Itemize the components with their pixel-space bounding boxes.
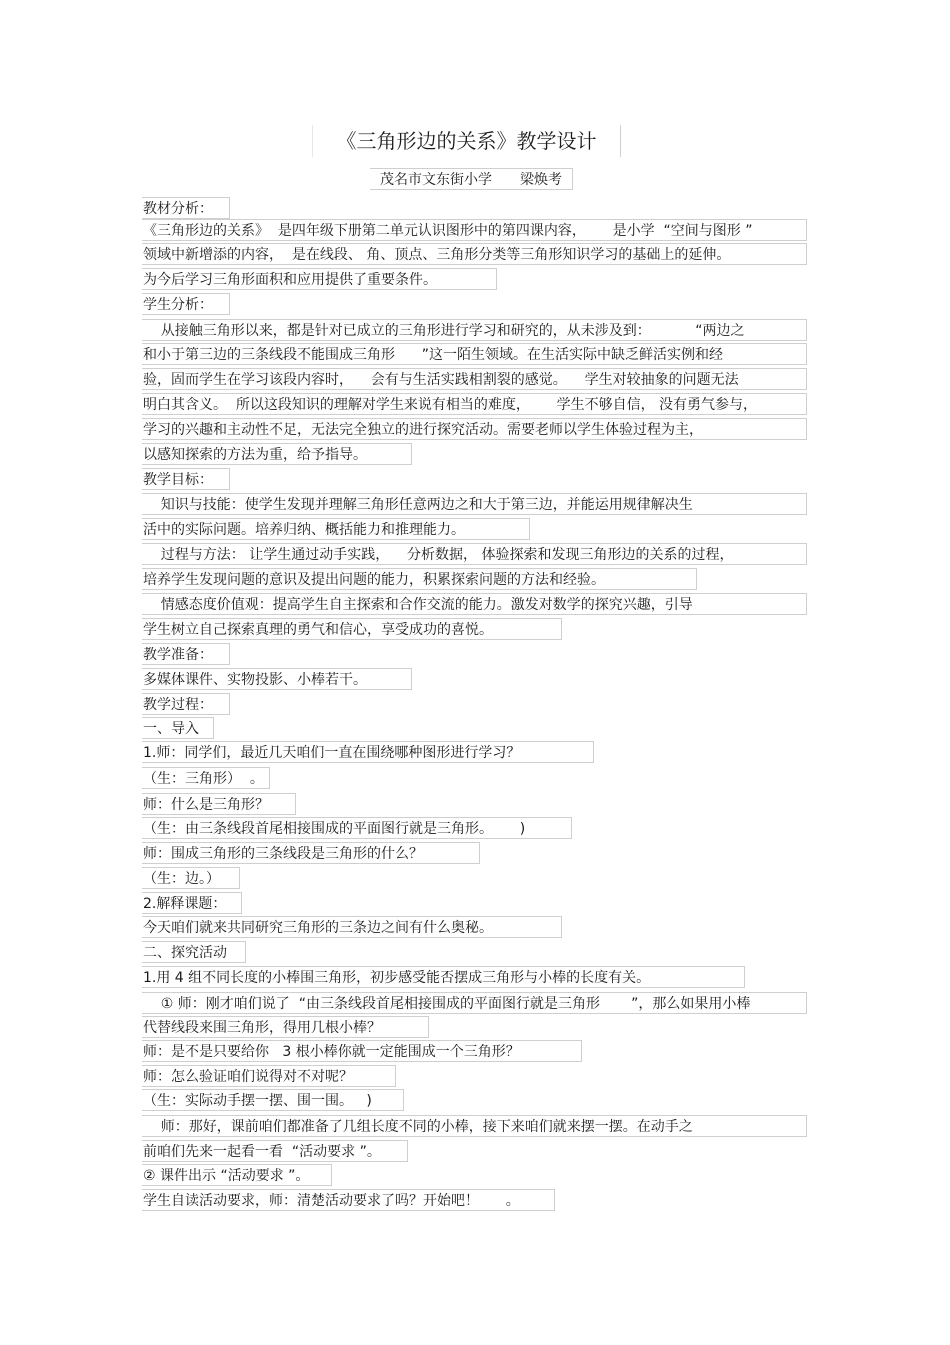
text-line: 教学目标： (142, 468, 230, 490)
text-line: 多媒体课件、实物投影、小棒若干。 (142, 668, 412, 690)
text-line: 知识与技能：使学生发现并理解三角形任意两边之和大于第三边，并能运用规律解决生 (142, 493, 807, 515)
text-line: 师：那好，课前咱们都准备了几组长度不同的小棒，接下来咱们就来摆一摆。在动手之 (142, 1115, 807, 1137)
text-line: 今天咱们就来共同研究三角形的三条边之间有什么奥秘。 (142, 916, 562, 938)
text-line: 领域中新增添的内容， 是在线段、 角、顶点、三角形分类等三角形知识学习的基础上的延伸。 (142, 243, 807, 265)
text-line: 师：围成三角形的三条线段是三角形的什么？ (142, 842, 480, 864)
text-line: 为今后学习三角形面积和应用提供了重要条件。 (142, 268, 497, 290)
text-line: 情感态度价值观：提高学生自主探索和合作交流的能力。激发对数学的探究兴趣，引导 (142, 593, 807, 615)
text-line: 教学过程： (142, 693, 230, 715)
text-line: 学生分析： (142, 293, 230, 315)
text-line: 培养学生发现问题的意识及提出问题的能力，积累探索问题的方法和经验。 (142, 568, 697, 590)
text-line: 一、导入 (142, 717, 214, 739)
text-line: 学生树立自己探索真理的勇气和信心，享受成功的喜悦。 (142, 618, 562, 640)
text-line: 以感知探索的方法为重，给予指导。 (142, 443, 412, 465)
document-title: 《三角形边的关系》教学设计 (312, 125, 621, 157)
text-line: 二、探究活动 (142, 941, 246, 963)
text-line: 师：怎么验证咱们说得对不对呢？ (142, 1065, 396, 1087)
text-line: 前咱们先来一起看一看 “活动要求 ”。 (142, 1140, 408, 1162)
text-line: 《三角形边的关系》 是四年级下册第二单元认识图形中的第四课内容， 是小学 “空间与图形 ” (142, 219, 807, 241)
text-line: 过程与方法： 让学生通过动手实践， 分析数据， 体验探索和发现三角形边的关系的过程， (142, 543, 807, 565)
text-line: 教材分析： (142, 197, 230, 219)
text-line: 从接触三角形以来，都是针对已成立的三角形进行学习和研究的，从未涉及到： “两边之 (142, 319, 807, 341)
text-line: 活中的实际问题。培养归纳、概括能力和推理能力。 (142, 518, 530, 540)
text-line: 教学准备： (142, 643, 230, 665)
text-line: 1.用 4 组不同长度的小棒围三角形，初步感受能否摆成三角形与小棒的长度有关。 (142, 966, 745, 988)
text-line: 师：什么是三角形？ (142, 793, 296, 815)
text-line: ② 课件出示 “活动要求 ”。 (142, 1164, 332, 1186)
text-line: 和小于第三边的三条线段不能围成三角形 ”这一陌生领域。在生活实际中缺乏鲜活实例和经 (142, 343, 807, 365)
text-line: （生：实际动手摆一摆、围一围。 ) (142, 1089, 404, 1111)
text-line: 1.师：同学们，最近几天咱们一直在围绕哪种图形进行学习？ (142, 741, 594, 763)
text-line: （生：由三条线段首尾相接围成的平面图行就是三角形。 ) (142, 817, 572, 839)
text-line: 验，固而学生在学习该段内容时， 会有与生活实践相割裂的感觉。 学生对较抽象的问题无法 (142, 368, 807, 390)
author-line: 茂名市文东街小学 梁焕考 (370, 168, 573, 190)
text-line: 明白其含义。 所以这段知识的理解对学生来说有相当的难度， 学生不够自信， 没有勇气参与， (142, 393, 807, 415)
text-line: 代替线段来围三角形，得用几根小棒？ (142, 1016, 429, 1038)
text-line: （生：边。） (142, 867, 240, 889)
text-line: 学习的兴趣和主动性不足，无法完全独立的进行探究活动。需要老师以学生体验过程为主， (142, 418, 807, 440)
text-line: 师：是不是只要给你 3 根小棒你就一定能围成一个三角形？ (142, 1040, 582, 1062)
text-line: 2.解释课题： (142, 892, 242, 914)
text-line: 学生自读活动要求，师：清楚活动要求了吗？开始吧！ 。 (142, 1189, 555, 1211)
text-line: ① 师：刚才咱们说了 “由三条线段首尾相接围成的平面图行就是三角形 ”，那么如果用小棒 (142, 992, 807, 1014)
text-line: （生：三角形） 。 (142, 767, 270, 789)
